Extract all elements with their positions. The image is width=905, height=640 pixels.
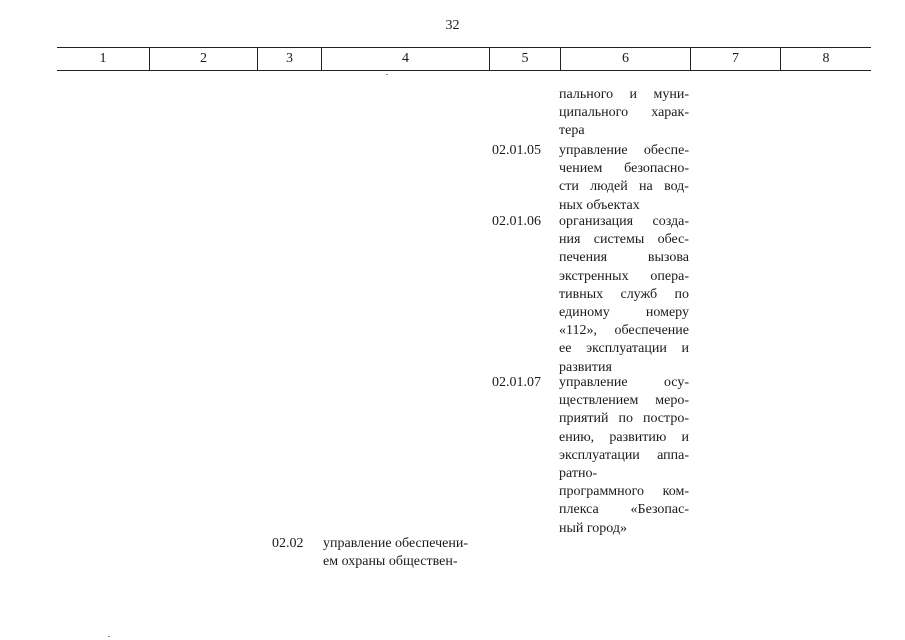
word: плекса bbox=[559, 502, 599, 518]
word: ению, bbox=[559, 429, 595, 445]
word: ее bbox=[559, 341, 572, 357]
description-line bbox=[559, 268, 689, 286]
word: опера- bbox=[650, 268, 689, 284]
description-line: ных объектах bbox=[559, 197, 640, 213]
description-line: управление обеспечени- bbox=[323, 536, 469, 551]
row-code: 02.01.05 bbox=[492, 143, 541, 158]
word: «112», bbox=[559, 323, 597, 339]
row-description bbox=[559, 142, 689, 215]
page-number: 32 bbox=[445, 18, 460, 33]
word: приятий bbox=[559, 411, 609, 427]
word: управление bbox=[559, 143, 628, 158]
description-line bbox=[559, 340, 689, 358]
word: единому bbox=[559, 305, 610, 321]
continuation-line: тера bbox=[559, 123, 585, 139]
word: постро- bbox=[642, 411, 689, 427]
word: муни- bbox=[653, 87, 689, 102]
word: номеру bbox=[645, 305, 689, 321]
column-number-6: 6 bbox=[560, 48, 690, 70]
description-line bbox=[559, 249, 689, 267]
word: обес- bbox=[657, 232, 689, 248]
column-number-2: 2 bbox=[149, 48, 257, 70]
word: вод- bbox=[664, 179, 689, 195]
column-number-4: 4 bbox=[321, 48, 489, 70]
word: служб bbox=[620, 286, 658, 302]
description-line bbox=[559, 231, 689, 249]
scan-speck bbox=[386, 74, 388, 75]
word: созда- bbox=[652, 214, 689, 229]
word: печения bbox=[559, 250, 608, 266]
column-number-5: 5 bbox=[489, 48, 560, 70]
continuation-text bbox=[559, 86, 689, 141]
word: людей bbox=[590, 179, 628, 195]
word: программного bbox=[559, 484, 645, 500]
word: эксплуатации bbox=[559, 447, 640, 463]
description-line bbox=[559, 410, 689, 428]
word: системы bbox=[593, 232, 645, 248]
word: харак- bbox=[651, 105, 689, 121]
column-number-8: 8 bbox=[780, 48, 871, 70]
word: обеспе- bbox=[643, 143, 689, 158]
row-description bbox=[559, 213, 689, 377]
word: вызова bbox=[647, 250, 689, 266]
word: «Безопас- bbox=[630, 502, 689, 518]
column-number-7: 7 bbox=[690, 48, 780, 70]
word: сти bbox=[559, 179, 579, 195]
scan-speck bbox=[108, 636, 110, 637]
word: экстренных bbox=[559, 268, 629, 284]
description-line bbox=[559, 447, 689, 465]
word: ком- bbox=[662, 484, 689, 500]
word: ния bbox=[559, 232, 581, 248]
word: обеспечение bbox=[614, 323, 689, 339]
word: организация bbox=[559, 214, 634, 229]
word: и bbox=[629, 87, 638, 102]
table-column-header bbox=[57, 47, 871, 71]
word: безопасно- bbox=[624, 161, 689, 177]
word: развитию bbox=[609, 429, 667, 445]
word: ществлением bbox=[559, 393, 639, 409]
description-line bbox=[559, 374, 689, 392]
section-code: 02.02 bbox=[272, 536, 304, 551]
description-line bbox=[559, 160, 689, 178]
word: пального bbox=[559, 87, 614, 102]
word: меро- bbox=[655, 393, 689, 409]
word: и bbox=[681, 341, 689, 357]
description-line: ем охраны обществен- bbox=[323, 554, 458, 570]
description-line bbox=[559, 286, 689, 304]
word: управление bbox=[559, 375, 628, 390]
word: чением bbox=[559, 161, 603, 177]
continuation-line bbox=[559, 104, 689, 122]
word: и bbox=[681, 429, 689, 445]
description-line: ратно- bbox=[559, 466, 598, 482]
section-description bbox=[323, 535, 481, 571]
word: по bbox=[674, 286, 689, 302]
word: осу- bbox=[663, 375, 689, 390]
word: аппа- bbox=[657, 447, 689, 463]
description-line: развития bbox=[559, 359, 612, 375]
description-line bbox=[559, 213, 689, 231]
description-line: ный город» bbox=[559, 520, 628, 536]
row-code: 02.01.06 bbox=[492, 214, 541, 229]
word: эксплуатации bbox=[586, 341, 667, 357]
continuation-line bbox=[559, 86, 689, 104]
description-line bbox=[559, 429, 689, 447]
row-description bbox=[559, 374, 689, 538]
word: ципального bbox=[559, 105, 629, 121]
row-code: 02.01.07 bbox=[492, 375, 541, 390]
description-line bbox=[559, 178, 689, 196]
description-line bbox=[559, 501, 689, 519]
description-line bbox=[559, 483, 689, 501]
column-number-3: 3 bbox=[257, 48, 321, 70]
description-line bbox=[559, 304, 689, 322]
word: тивных bbox=[559, 286, 604, 302]
word: по bbox=[618, 411, 633, 427]
column-number-1: 1 bbox=[99, 51, 107, 66]
description-line bbox=[559, 142, 689, 160]
description-line bbox=[559, 322, 689, 340]
description-line bbox=[559, 392, 689, 410]
word: на bbox=[639, 179, 653, 195]
